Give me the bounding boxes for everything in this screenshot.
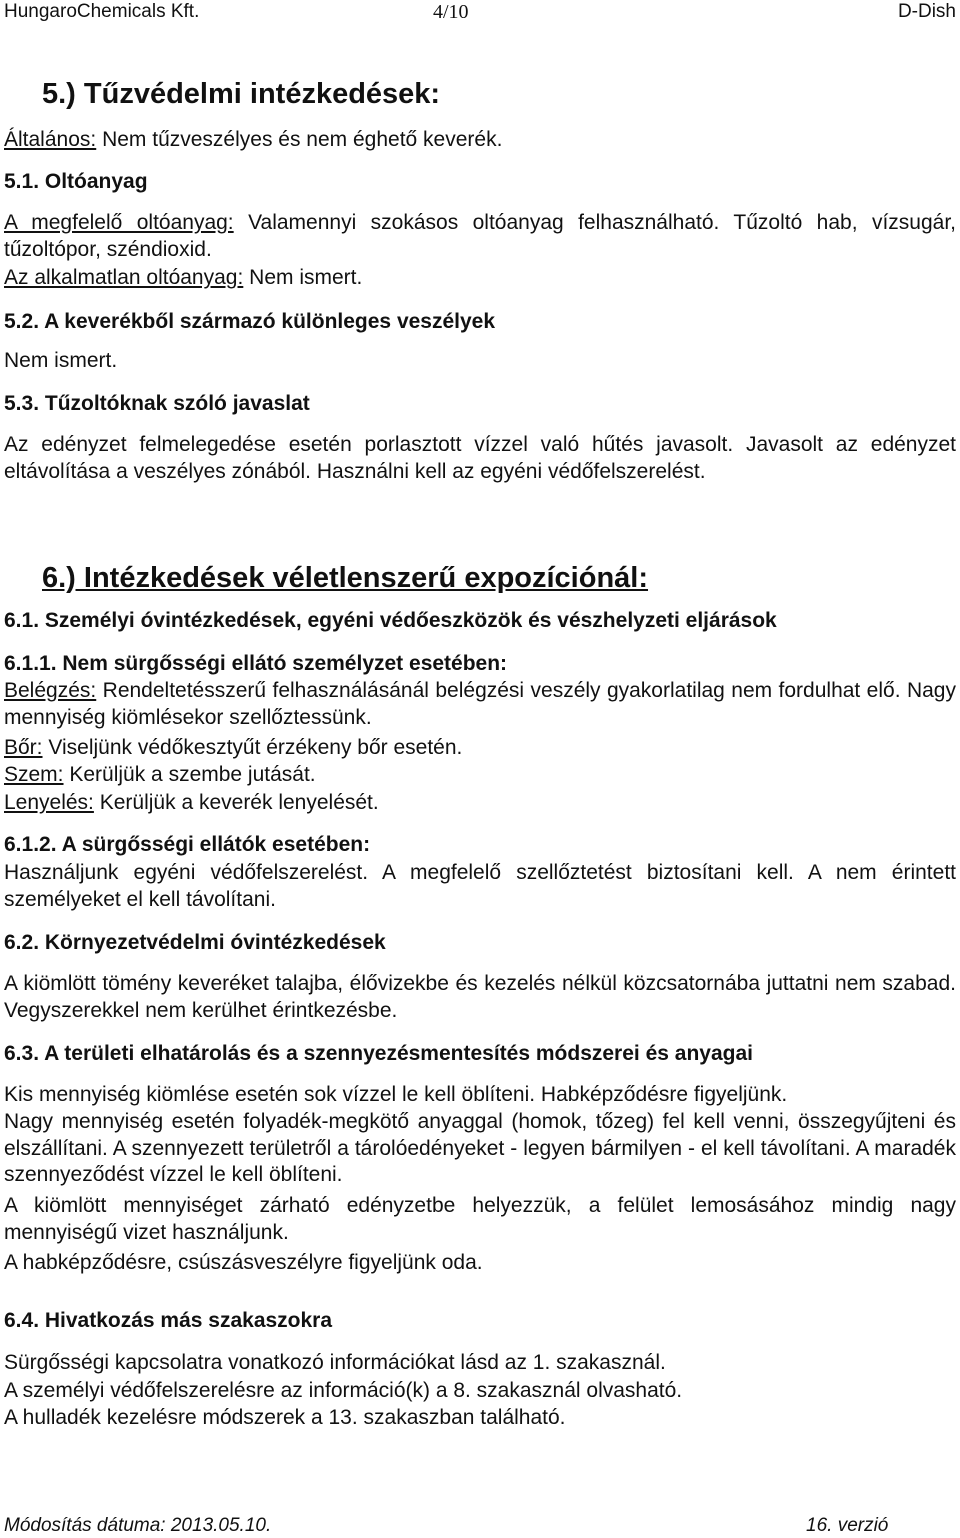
section-6-1-title: 6.1. Személyi óvintézkedések, egyéni védőeszközök és vészhelyzeti eljárások — [4, 609, 777, 632]
general-paragraph — [4, 127, 956, 154]
section-5-1-title: 5.1. Oltóanyag — [4, 170, 148, 193]
section-6-2-text: A kiömlött tömény keveréket talajba, élővizekbe és kezelés nélkül közcsatornába juttatni nem szabad. Vegyszerekkel nem kerülhet érintkezésbe. — [4, 972, 956, 1022]
skin-paragraph — [4, 735, 956, 762]
unsuitable-label: Az alkalmatlan oltóanyag: — [4, 266, 244, 289]
header-page-number: 4/10 — [433, 1, 469, 23]
ingestion-text: Kerüljük a keverék lenyelését. — [93, 791, 379, 814]
eye-text: Kerüljük a szembe jutását. — [63, 763, 316, 786]
section-6-3-line-4: A habképződésre, csúszásveszélyre figyeljünk oda. — [4, 1251, 483, 1274]
inhalation-text: Rendeltetésszerű felhasználásánál belégzési veszély gyakorlatilag nem fordulhat elő. Nagy mennyiség kiömlésekor szellőztessünk. — [4, 679, 956, 729]
suitable-label: A megfelelő oltóanyag: — [4, 211, 234, 234]
inhalation-paragraph — [4, 678, 956, 731]
section-5-title: 5.) Tűzvédelmi intézkedések: — [42, 78, 441, 110]
section-6-4-line-2: A személyi védőfelszerelésre az információ(k) a 8. szakasznál olvasható. — [4, 1379, 683, 1402]
section-5-3-text: Az edényzet felmelegedése esetén porlasztott vízzel való hűtés javasolt. Javasolt az edényzet eltávolítása a veszélyes zónából. Használni kell az egyéni védőfelszerelést. — [4, 433, 956, 483]
suitable-extinguisher-paragraph — [4, 210, 956, 263]
section-6-1-2-text: Használjunk egyéni védőfelszerelést. A megfelelő szellőztetést biztosítani kell. A nem érintett személyeket el kell távolítani. — [4, 861, 956, 911]
section-6-3-line-3: A kiömlött mennyiséget zárható edényzetbe helyezzük, a felület lemosásához mindig nagy mennyiségű vizet használjunk. — [4, 1194, 956, 1244]
section-5-3-title: 5.3. Tűzoltóknak szóló javaslat — [4, 392, 310, 415]
section-6-1-2-title: 6.1.2. A sürgősségi ellátók esetében: — [4, 833, 371, 856]
section-6-1-1-title: 6.1.1. Nem sürgősségi ellátó személyzet esetében: — [4, 652, 508, 675]
suitable-text: Valamennyi szokásos oltóanyag felhasználható. Tűzoltó hab, vízsugár, tűzoltópor, széndioxid. — [4, 211, 957, 261]
section-6-3-title: 6.3. A területi elhatárolás és a szennyezésmentesítés módszerei és anyagai — [4, 1042, 753, 1065]
section-5-2-title: 5.2. A keverékből származó különleges veszélyek — [4, 310, 496, 333]
general-label: Általános: — [4, 128, 97, 151]
ingestion-paragraph — [4, 790, 956, 817]
section-5-2-text: Nem ismert. — [4, 349, 118, 372]
unsuitable-extinguisher-paragraph — [4, 265, 956, 292]
ingestion-label: Lenyelés: — [4, 791, 94, 814]
header-company: HungaroChemicals Kft. — [4, 1, 200, 22]
eye-label: Szem: — [4, 763, 64, 786]
skin-text: Viseljünk védőkesztyűt érzékeny bőr esetén. — [42, 736, 463, 759]
section-6-3-line-1: Kis mennyiség kiömlése esetén sok vízzel le kell öblíteni. Habképződésre figyeljünk. — [4, 1083, 788, 1106]
footer-modified-date: Módosítás dátuma: 2013.05.10. — [4, 1515, 272, 1536]
footer-version: 16. verzió — [806, 1515, 889, 1536]
section-6-4-title: 6.4. Hivatkozás más szakaszokra — [4, 1309, 333, 1332]
section-6-3-line-2: Nagy mennyiség esetén folyadék-megkötő anyaggal (homok, tőzeg) fel kell venni, összegyűjteni és elszállítani. A szennyezett területről a tárolóedényeket - legyen bármilyen - el kell távolítani. A maradék szennyeződést vízzel le kell öblíteni. — [4, 1110, 956, 1187]
inhalation-label: Belégzés: — [4, 679, 97, 702]
section-6-4-line-3: A hulladék kezelésre módszerek a 13. szakaszban található. — [4, 1406, 566, 1429]
unsuitable-text: Nem ismert. — [243, 266, 363, 289]
section-6-2-title: 6.2. Környezetvédelmi óvintézkedések — [4, 931, 386, 954]
eye-paragraph — [4, 762, 956, 789]
general-text: Nem tűzveszélyes és nem éghető keverék. — [96, 128, 503, 151]
section-6-title: 6.) Intézkedések véletlenszerű expozíciónál: — [42, 562, 649, 594]
section-6-4-line-1: Sürgősségi kapcsolatra vonatkozó információkat lásd az 1. szakasznál. — [4, 1351, 666, 1374]
skin-label: Bőr: — [4, 736, 43, 759]
header-product: D-Dish — [897, 1, 956, 22]
